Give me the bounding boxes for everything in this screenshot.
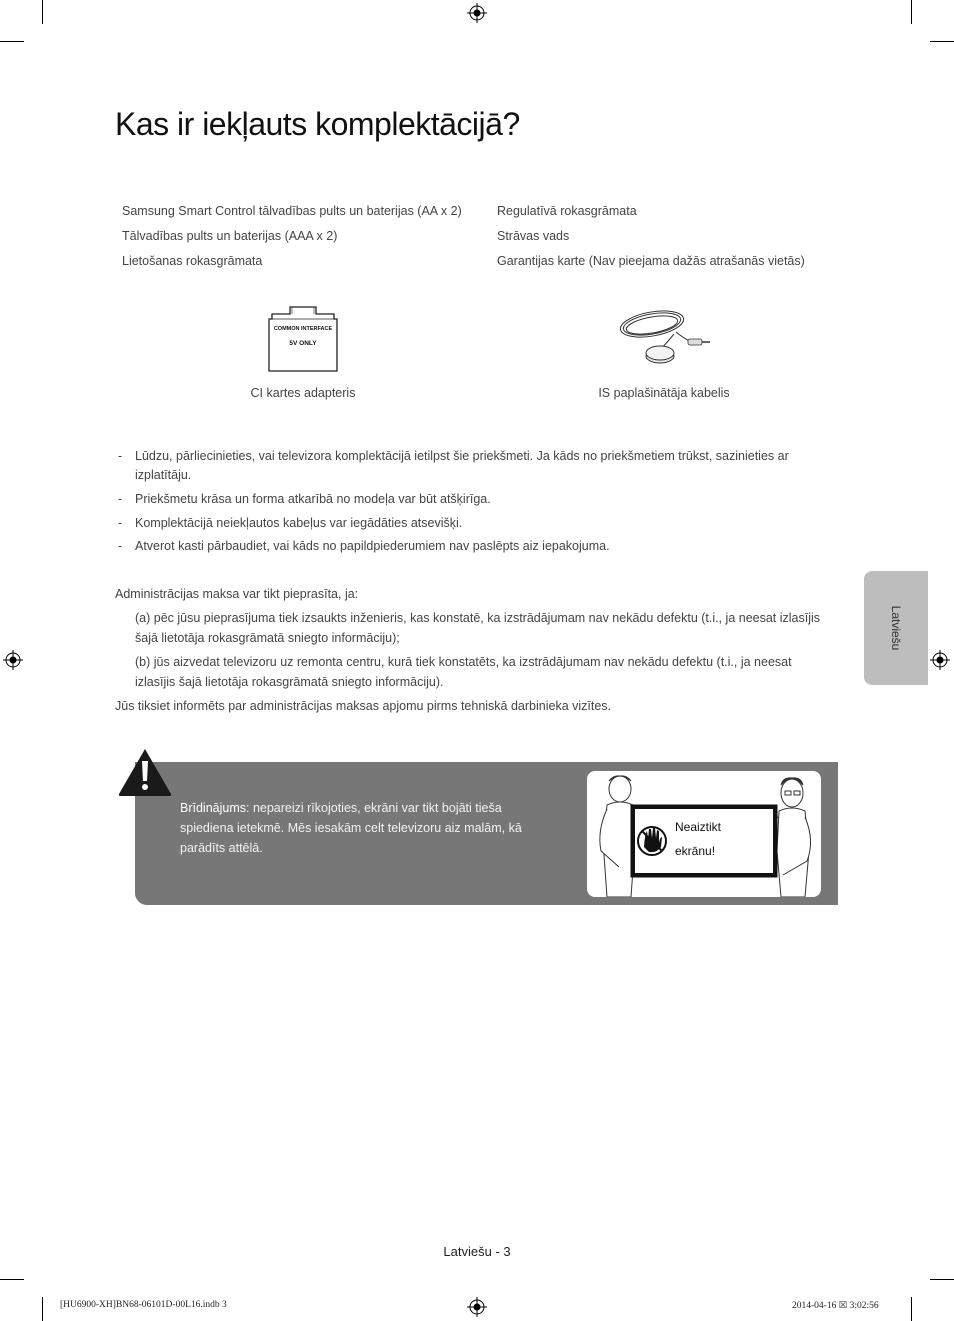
print-file-info: [HU6900-XH]BN68-06101D-00L16.indb 3 [60,1300,227,1310]
crop-mark [0,1279,24,1280]
tv-handling-illustration [587,771,821,897]
note-dash: - [118,539,123,553]
page-title: Kas ir iekļauts komplektācijā? [115,106,520,142]
admin-item-b: (b) jūs aizvedat televizoru uz remonta centru, kurā tiek konstatēts, ka izstrādājumam nav nekādu defektu (t.i., ja neesat izlasījis šajā lietotāja rokasgrāmatā sniegto informāciju). [135,655,792,689]
warning-text [180,798,540,858]
warning-triangle-icon [117,747,173,797]
admin-intro: Administrācijas maksa var tikt pieprasīta, ja: [115,587,359,601]
language-side-tab [864,571,928,685]
crop-mark [42,1297,43,1321]
registration-mark-icon [467,3,487,23]
admin-outro: Jūs tiksiet informēts par administrācijas maksas apjomu pirms tehniskā darbinieka vizītes. [115,699,612,713]
note-item [115,490,835,509]
crop-mark [911,0,912,24]
crop-mark [0,41,24,42]
ci-adapter-label: COMMON INTERFACE [273,326,333,332]
note-item [115,514,835,533]
ci-adapter-illustration [266,305,340,373]
registration-mark-icon [3,650,23,670]
crop-mark [930,1279,954,1280]
crop-mark [911,1297,912,1321]
note-item [115,447,835,485]
contents-item: Lietošanas rokasgrāmata [122,254,263,268]
tv-screen-warning-line: ekrānu! [675,844,716,858]
ir-extender-cable-illustration [614,302,714,372]
tv-screen-warning-line: Neaiztikt [675,820,722,834]
note-text: Lūdzu, pārliecinieties, vai televizora komplektācijā ietilpst šie priekšmeti. Ja kāds no priekšmetiem trūkst, sazinieties ar izplatītāju. [135,449,789,482]
note-dash: - [118,492,123,506]
print-date-info: 2014-04-16 ☒ 3:02:56 [792,1301,879,1311]
admin-item-a: (a) pēc jūsu pieprasījuma tiek izsaukts inženieris, kas konstatē, ka izstrādājumam nav nekādu defektu (t.i., ja neesat izlasījis šajā lietotāja rokasgrāmatā sniegto informāciju); [135,611,821,645]
registration-mark-icon [467,1297,487,1317]
contents-item: Garantijas karte (Nav pieejama dažās atrašanās vietās) [497,254,805,268]
note-text: Priekšmetu krāsa un forma atkarībā no modeļa var būt atšķirīga. [135,492,491,506]
note-dash: - [118,449,123,463]
note-text: Atverot kasti pārbaudiet, vai kāds no papildpiederumiem nav paslēpts aiz iepakojuma. [135,539,610,553]
registration-mark-icon [930,650,950,670]
contents-item: Strāvas vads [497,229,570,243]
contents-item: Regulatīvā rokasgrāmata [497,204,637,218]
crop-mark [42,0,43,24]
ir-cable-caption: IS paplašinātāja kabelis [598,386,730,400]
crop-mark [930,41,954,42]
warning-label: Brīdinājums [180,801,246,815]
page-number: Latviešu - 3 [443,1244,511,1259]
warning-body: : nepareizi rīkojoties, ekrāni var tikt bojāti tieša spiediena ietekmē. Mēs iesakām celt televizoru aiz malām, kā parādīts attēlā. [180,801,522,855]
contents-item: Samsung Smart Control tālvadības pults un baterijas (AA x 2) [122,204,462,218]
note-item [115,537,835,556]
contents-item: Tālvadības pults un baterijas (AAA x 2) [122,229,338,243]
ci-adapter-caption: CI kartes adapteris [250,386,356,400]
language-side-tab-label: Latviešu [889,605,903,651]
ci-adapter-label: 5V ONLY [289,340,317,347]
note-text: Komplektācijā neiekļautos kabeļus var iegādāties atsevišķi. [135,516,463,530]
note-dash: - [118,516,123,530]
